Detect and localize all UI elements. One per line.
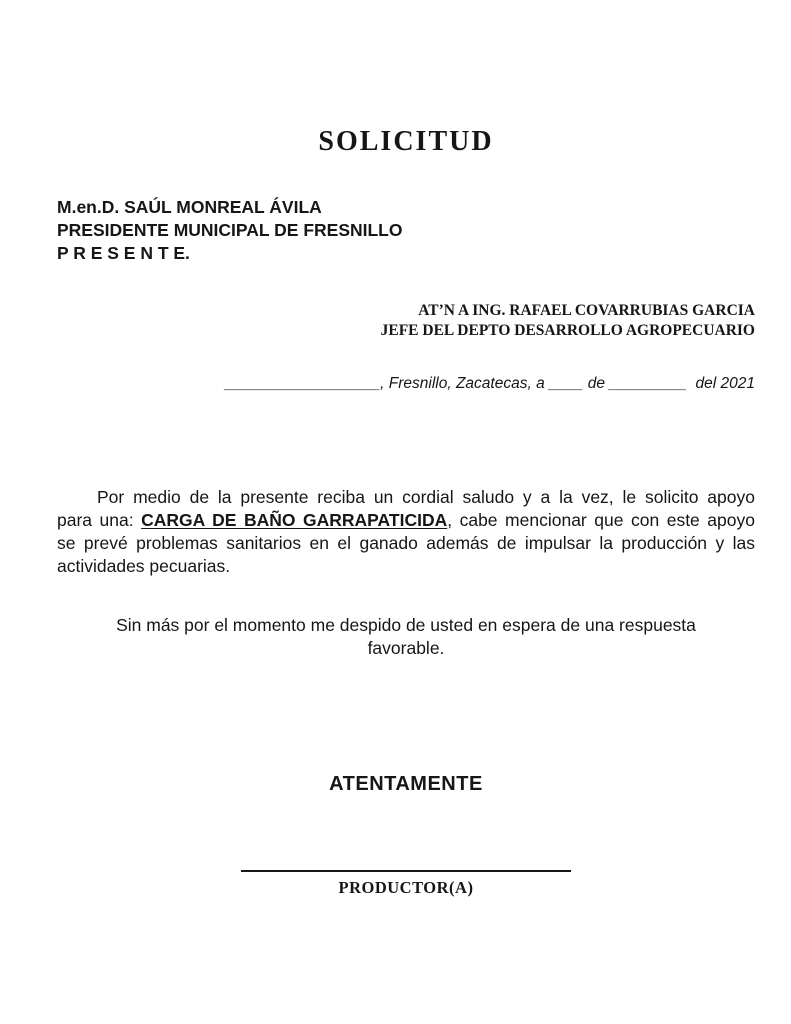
body-paragraph [57,486,755,578]
attention-block [57,301,755,340]
body-line-4: actividades pecuarias. [57,556,231,576]
date-line: __________________, Fresnillo, Zacatecas, a ____ de _________ del 2021 [224,375,755,392]
document-title: SOLICITUD [318,126,494,157]
salutation: ATENTAMENTE [329,773,483,795]
addressee-position: PRESIDENTE MUNICIPAL DE FRESNILLO [57,220,403,240]
body-line-3: se prevé problemas sanitarios en el ganado además de impulsar la producción y las [57,533,755,553]
request-highlight: CARGA DE BAÑO GARRAPATICIDA [141,510,448,530]
attention-name: AT’N A ING. RAFAEL COVARRUBIAS GARCIA [418,302,755,319]
body-line-2 [57,509,755,532]
addressee-block [57,196,755,265]
addressee-presente: P R E S E N T E. [57,243,190,263]
signer-role: PRODUCTOR(A) [338,878,474,897]
body-line-2-pre: para una: [57,510,142,530]
closing-paragraph [57,614,755,660]
closing-line-2: favorable. [367,638,445,658]
addressee-name: M.en.D. SAÚL MONREAL ÁVILA [57,197,322,217]
body-line-2-post: , cabe mencionar que con este apoyo [447,510,755,530]
attention-position: JEFE DEL DEPTO DESARROLLO AGROPECUARIO [380,321,755,339]
signature-line [241,870,571,872]
closing-line-1: Sin más por el momento me despido de usted en espera de una respuesta [116,615,696,635]
body-line-1: Por medio de la presente reciba un cordial saludo y a la vez, le solicito apoyo [97,487,755,507]
